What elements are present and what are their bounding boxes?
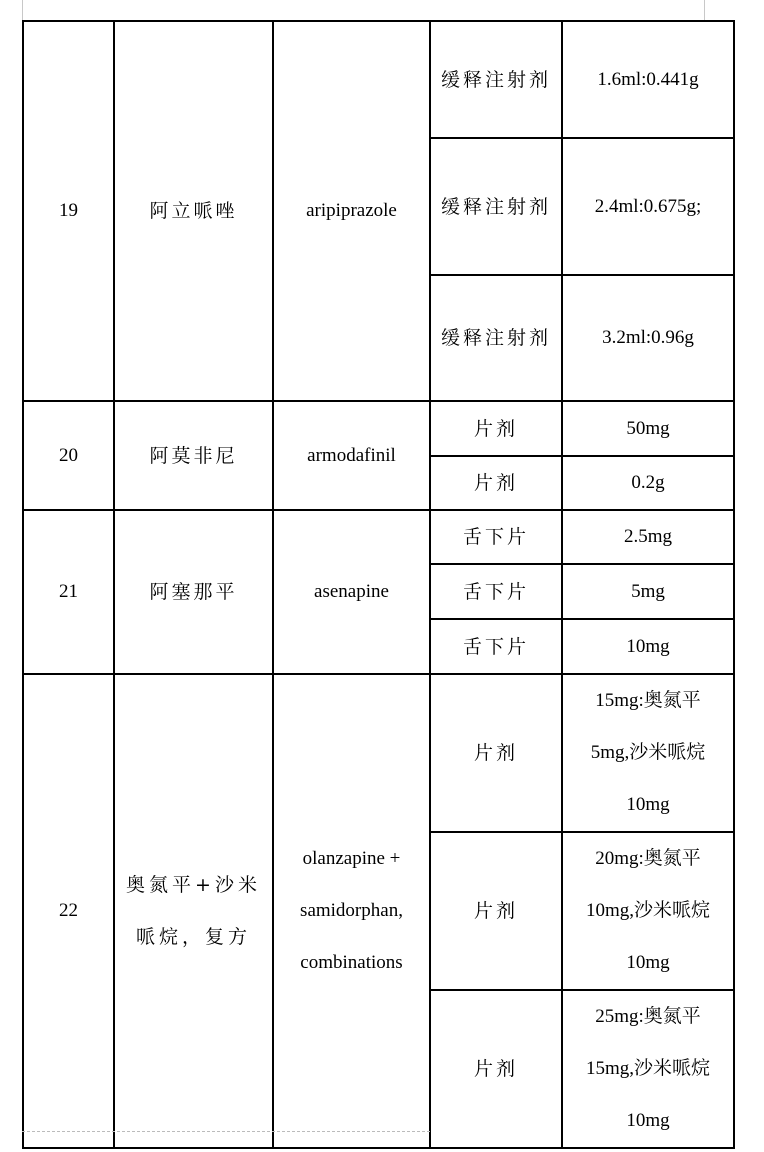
drug-name-en: asenapine (273, 510, 430, 674)
spec-line-3: 10mg (626, 952, 670, 973)
drug-name-en: aripiprazole (273, 21, 430, 401)
specification: 2.5mg (562, 510, 734, 564)
drug-name-cn-line-2: 哌烷，复方 (135, 926, 251, 948)
specification: 1.6ml:0.441g (562, 21, 734, 138)
page-break-dashed-line (22, 1131, 430, 1132)
dosage-form: 片剂 (430, 456, 562, 510)
specification: 5mg (562, 564, 734, 619)
spec-line-2: 10mg,沙米哌烷 (585, 900, 711, 921)
spec-line-1: 25mg:奥氮平 (595, 1006, 701, 1027)
dosage-form: 舌下片 (430, 510, 562, 564)
drug-name-cn-line-1: 奥氮平+沙米 (126, 874, 261, 896)
specification: 3.2ml:0.96g (562, 275, 734, 401)
dosage-form: 缓释注射剂 (430, 21, 562, 138)
spec-line-1: 20mg:奥氮平 (595, 848, 701, 869)
dosage-form: 舌下片 (430, 619, 562, 674)
row-number: 19 (23, 21, 114, 401)
spec-line-2: 15mg,沙米哌烷 (585, 1058, 711, 1079)
drug-name-cn: 阿莫非尼 (114, 401, 273, 510)
dosage-form: 片剂 (430, 401, 562, 456)
crop-mark-right (704, 0, 705, 20)
drug-name-en (273, 674, 430, 1148)
row-number: 21 (23, 510, 114, 674)
table-row (23, 21, 734, 138)
specification: 2.4ml:0.675g; (562, 138, 734, 275)
drug-name-en: armodafinil (273, 401, 430, 510)
crop-mark-left (22, 0, 23, 20)
dosage-form: 片剂 (430, 674, 562, 832)
spec-line-3: 10mg (626, 794, 670, 815)
drug-name-cn: 阿立哌唑 (114, 21, 273, 401)
dosage-form: 缓释注射剂 (430, 275, 562, 401)
dosage-form: 舌下片 (430, 564, 562, 619)
drug-name-en-line-2: samidorphan, (300, 900, 403, 921)
spec-line-1: 15mg:奥氮平 (595, 690, 701, 711)
dosage-form: 片剂 (430, 990, 562, 1148)
drug-table (22, 20, 735, 1149)
dosage-form: 缓释注射剂 (430, 138, 562, 275)
table-row (23, 401, 734, 456)
dosage-form: 片剂 (430, 832, 562, 990)
row-number: 22 (23, 674, 114, 1148)
specification: 0.2g (562, 456, 734, 510)
spec-line-2: 5mg,沙米哌烷 (590, 742, 706, 763)
table-row (23, 510, 734, 564)
drug-name-en-line-3: combinations (300, 952, 403, 973)
specification (562, 832, 734, 990)
specification (562, 990, 734, 1148)
specification: 10mg (562, 619, 734, 674)
row-number: 20 (23, 401, 114, 510)
spec-line-3: 10mg (626, 1110, 670, 1131)
drug-name-cn (114, 674, 273, 1148)
drug-name-cn: 阿塞那平 (114, 510, 273, 674)
specification: 50mg (562, 401, 734, 456)
table-row (23, 674, 734, 832)
drug-name-en-line-1: olanzapine + (302, 848, 401, 869)
specification (562, 674, 734, 832)
